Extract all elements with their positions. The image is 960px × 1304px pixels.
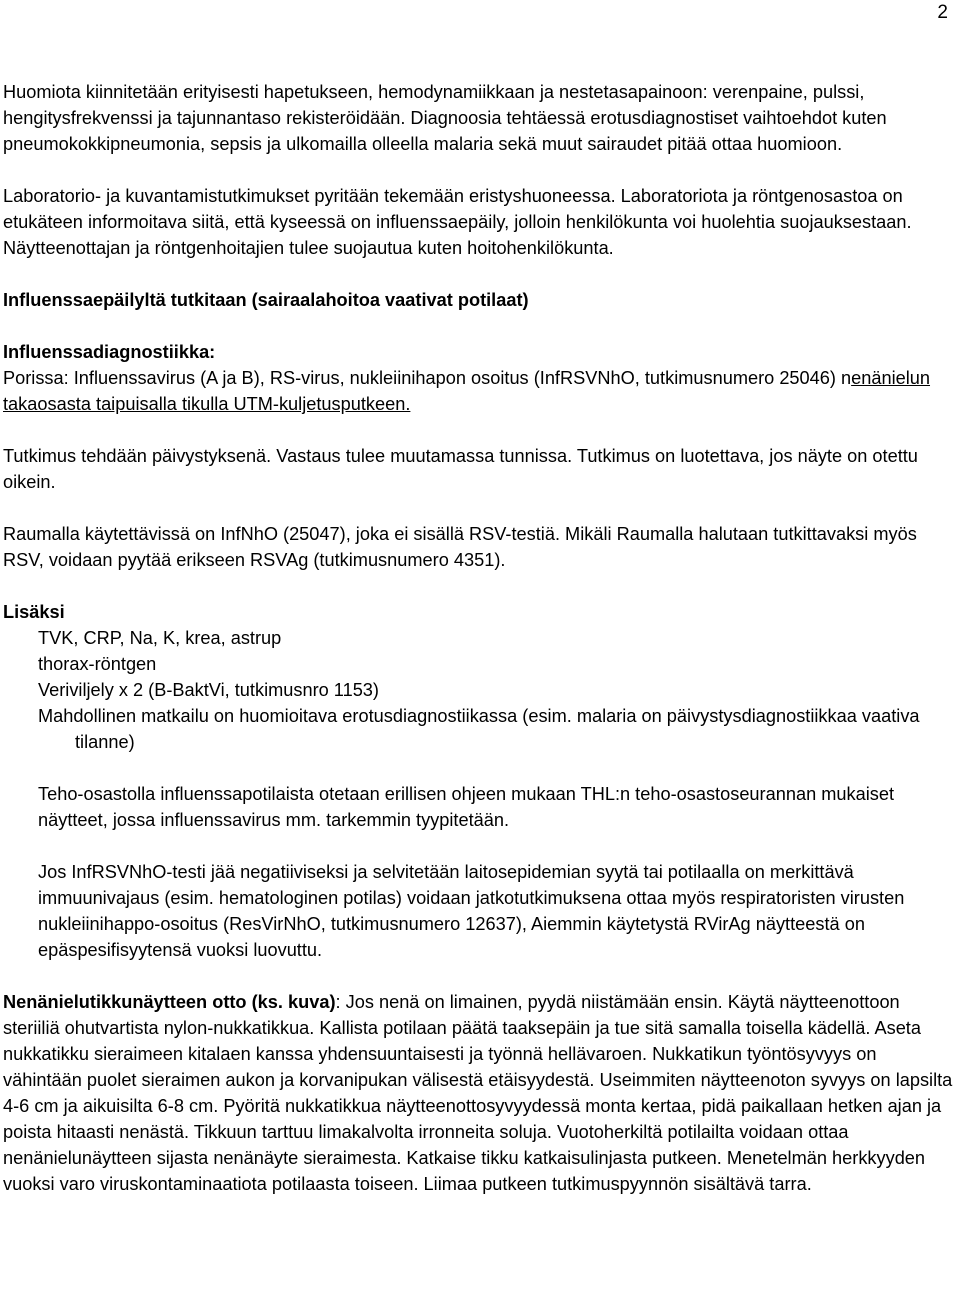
sampling-text: : Jos nenä on limainen, pyydä niistämään ensin. Käytä näytteenottoon steriiliä ohutvartista nylon-nukkatikkua. Kallista potilaan päätä taaksepäin ja tue sitä samalla toisella kädellä. Aseta nukkatikku sieraimeen kitalaen kanssa yhdensuuntaisesti ja työnnä hellävaroen. Nukkatikun työntösyvyys on vähintään puolet sieraimen aukon ja korvanipukan välisestä etäisyydestä. Useimmiten näytteenoton syvyys on lapsilta 4-6 cm ja aikuisilta 6-8 cm. Pyöritä nukkatikkua näytteenottosyvyydessä monta kertaa, pidä paikallaan hetken ajan ja poista hitaasti nenästä. Tikkuun tarttuu limakalvolta irronneita soluja. Vuotoherkiltä potilailta voidaan ottaa nenänielunäytteen sijasta nenänäyte sieraimesta. Katkaise tikku katkaisulinjasta putkeen. Menetelmän herkkyyden vuoksi varo viruskontaminaatiota potilaasta toiseen. Liimaa putkeen tutkimuspyynnön sisältävä tarra. bbox=[3, 992, 953, 1194]
paragraph-test-timing: Tutkimus tehdään päivystyksenä. Vastaus tulee muutamassa tunnissa. Tutkimus on luotettava, jos näyte on otettu oikein. bbox=[3, 446, 918, 492]
paragraph-monitoring: Huomiota kiinnitetään erityisesti hapetukseen, hemodynamiikkaan ja nestetasapainoon: verenpaine, pulssi, hengitysfrekvenssi ja tajunnantaso rekisteröidään. Diagnoosia tehtäessä erotusdiagnostiset vaihtoehdot kuten pneumokokkipneumonia, sepsis ja ulkomailla olleella malaria sekä muut sairaudet pitää ottaa huomioon. bbox=[3, 82, 887, 154]
document-body bbox=[3, 79, 959, 1197]
sampling-heading: Nenänielutikkunäytteen otto (ks. kuva) bbox=[3, 992, 336, 1012]
list-item: thorax-röntgen bbox=[38, 654, 157, 674]
pori-test-text: Porissa: Influenssavirus (A ja B), RS-virus, nukleiinihapon osoitus (InfRSVNhO, tutkimusnumero 25046) n bbox=[3, 368, 852, 388]
heading-influenza-suspicion: Influenssaepäilyltä tutkitaan (sairaalahoitoa vaativat potilaat) bbox=[3, 290, 529, 310]
list-item: Veriviljely x 2 (B-BaktVi, tutkimusnro 1153) bbox=[38, 680, 379, 700]
pori-test-underlined: enänielun takaosasta taipuisalla tikulla UTM-kuljetusputkeen. bbox=[3, 368, 931, 414]
paragraph-laboratory: Laboratorio- ja kuvantamistutkimukset pyritään tekemään eristyshuoneessa. Laboratoriota ja röntgenosastoa on etukäteen informoitava siitä, että kyseessä on influenssaepäily, jolloin henkilökunta voi huolehtia suojauksestaan. Näytteenottajan ja röntgenhoitajien tulee suojautua kuten hoitohenkilökunta. bbox=[3, 186, 912, 258]
list-item: TVK, CRP, Na, K, krea, astrup bbox=[38, 628, 282, 648]
heading-additional: Lisäksi bbox=[3, 602, 65, 622]
paragraph-icu: Teho-osastolla influenssapotilaista otetaan erillisen ohjeen mukaan THL:n teho-osastoseurannan mukaiset näytteet, jossa influenssavirus mm. tarkemmin tyypitetään. bbox=[38, 784, 895, 830]
paragraph-sampling-instructions bbox=[3, 989, 959, 1197]
heading-influenza-diagnostics: Influenssadiagnostiikka: bbox=[3, 342, 216, 362]
paragraph-pori-test bbox=[3, 365, 959, 417]
list-item: Mahdollinen matkailu on huomioitava erotusdiagnostiikassa (esim. malaria on päivystysdiagnostiikkaa vaativa tilanne) bbox=[38, 706, 920, 752]
paragraph-rauma-test: Raumalla käytettävissä on InfNhO (25047), joka ei sisällä RSV-testiä. Mikäli Raumalla halutaan tutkittavaksi myös RSV, voidaan pyytää erikseen RSVAg (tutkimusnumero 4351). bbox=[3, 524, 917, 570]
paragraph-negative-test: Jos InfRSVNhO-testi jää negatiiviseksi ja selvitetään laitosepidemian syytä tai potilaalla on merkittävä immuunivajaus (esim. hematologinen potilas) voidaan jatkotutkimuksena ottaa myös respiratoristen virusten nukleiinihappo-osoitus (ResVirNhO, tutkimusnumero 12637), Aiemmin käytetystä RVirAg näytteestä on epäspesifisyytensä vuoksi luovuttu. bbox=[38, 862, 905, 960]
page-number: 2 bbox=[937, 2, 948, 23]
